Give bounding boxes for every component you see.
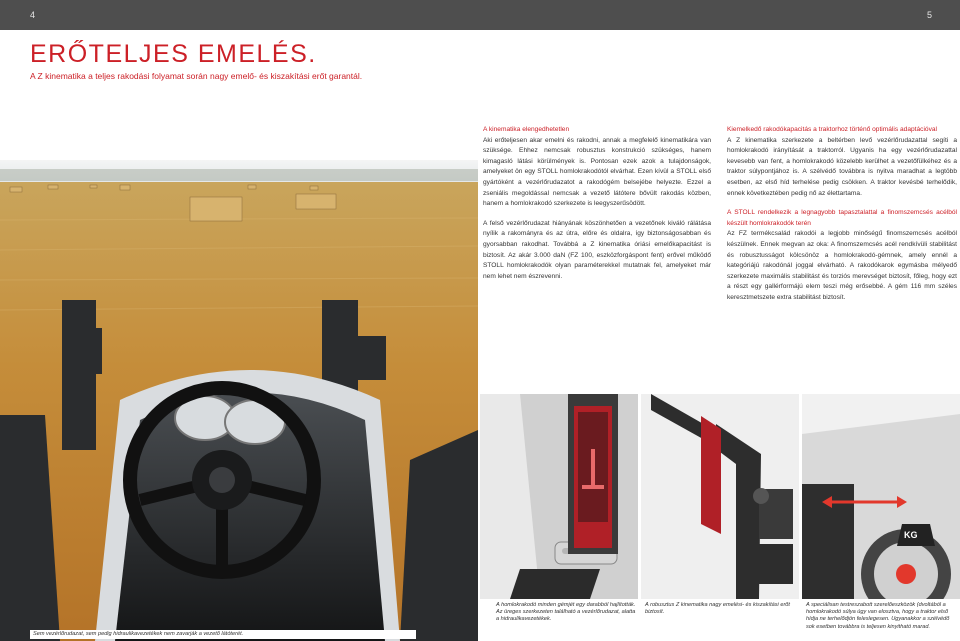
text-column-1 (483, 125, 711, 291)
tractor-cab-photo (0, 160, 478, 641)
caption-figure-3: A speciálisan testreszabott szerelőeszközök (dvoltából a homlokrakodó súlya úgy van elosztva, hogy a traktor első hídja ne terhelődjön feleslegesen. Ugyanakkor a szélvédő sok esetben továbbra is teljesen kinyitható marad. (806, 602, 950, 630)
caption-photo: Sem vezérlőrudazat, sem pedig hidraulikavezetékek nem zavarják a vezető látóterét. (30, 630, 416, 639)
page-number-left: 4 (30, 10, 36, 20)
weight-kg-label: KG (904, 530, 918, 540)
figure-boom-cross-section (480, 394, 638, 599)
caption-figure-2: A robusztus Z kinematika nagy emelési- és kiszakítási erőt biztosít. (645, 602, 790, 616)
caption-figure-1: A homlokrakodó minden gémjét egy darabból hajlították. Az üreges szerkezeten található a vezérlőrudazat, alatta a hidraulikavezetékek. (496, 602, 636, 623)
figure-z-kinematics (641, 394, 799, 599)
section-heading-steel: A STOLL rendelkezik a legnagyobb tapasztalattal a finomszemcsés acélból készült homlokrakodók terén (727, 209, 957, 227)
section-heading-capacity: Kiemelkedő rakodókapacitás a traktorhoz történő optimális adaptációval (727, 126, 938, 133)
section-heading-kinematics: A kinematika elengedhetetlen (483, 126, 570, 133)
page-number-right: 5 (926, 10, 932, 20)
paragraph-visibility: A felső vezérlőrudazat hiányának köszönhetően a vezetőnek kiváló rálátása nyílik a rakományra és az útra, előre és oldalra, így biztonságosabban és gyorsabban rakodhat. Továbbá a Z kinematika óriási emelőkapacitást is biztosít. Az akár 3.000 daN (FZ 100, eszközforgáspont fent) erővel működő STOLL homlokrakodók olyan paraméterekkel mutatnak fel, amelyeket már nem lehet nem észrevenni. (483, 219, 711, 280)
top-bar (0, 0, 960, 30)
page-title: ERŐTELJES EMELÉS. (30, 40, 317, 68)
paragraph-kinematics: Aki erőteljesen akar emelni és rakodni, annak a megfelelő kinematikára van szüksége. Ehhez nemcsak robusztus konstrukció szükséges, hanem kimagasló látási körülmények is. Pontosan ezek azok a tulajdonságok, amelyeket ön egy STOLL homlokrakodótól elvárhat. Ezen kívül a STOLL első gyártóként a vezérlőrudazatot a rakodógém belsejébe helyezte. Ezzel a zseniális megoldással nemcsak a vezető látótere bővült rakodás közben, hanem a homlokrakodó szerkezete is leegyszerűsödött. (483, 136, 711, 208)
paragraph-steel: Az FZ termékcsalád rakodói a legjobb minőségű finomszemcsés acélból készülnek. Ennek megvan az oka: A finomszemcsés acél rendkívüli stabilitást és robusztusságot kölcsönöz a homlokrakodó-gémnek, amely ennél a kategóriájú rakodónál joggal elvárható. A rakodókarok egymásba mélyedő szerkezete maximális stabilitást és torziós merevséget biztosít, főleg, hogy ezt a részt egy gallérformájú elem teszi még erősebbé. A gém 116 mm széles keresztmetszete extra stabilitást biztosít. (727, 230, 957, 301)
paragraph-capacity: A Z kinematika szerkezete a beltérben levő vezérlőrudazattal segíti a homlokrakodó irányítását a traktorról. Ugyanis ha egy vezérlőrudazattal kevesebb van fent, a homlokrakodó közelebb kerülhet a vezetőfülkéhez és a traktor súlypontjához is. A szélvédő továbbra is nyitva maradhat a legtöbb esetben, az első híd terhelése pedig csökken. A traktor kevésbé terhelődik, ennek következtében pedig nő az élettartama. (727, 136, 957, 197)
text-column-2 (727, 125, 957, 313)
figure-weight-distribution (802, 394, 960, 599)
page-subtitle: A Z kinematika a teljes rakodási folyamat során nagy emelő- és kiszakítási erőt garantál. (30, 71, 363, 81)
